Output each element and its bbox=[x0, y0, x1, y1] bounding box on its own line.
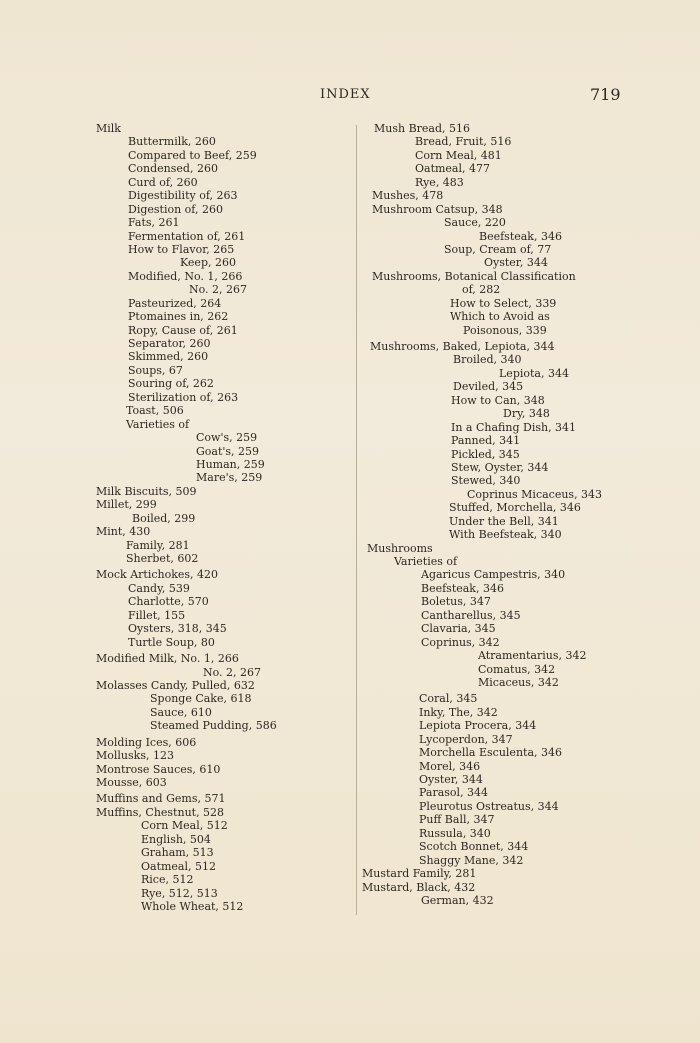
index-entry: Oyster, 344 bbox=[419, 773, 483, 786]
index-entry: Corn Meal, 481 bbox=[415, 148, 502, 162]
index-entry: Pleurotus Ostreatus, 344 bbox=[419, 799, 559, 813]
index-entry: Parasol, 344 bbox=[419, 786, 489, 800]
index-entry: Soup, Cream of, 77 bbox=[444, 242, 552, 256]
index-entry: Sauce, 220 bbox=[444, 216, 506, 230]
index-entry: Coral, 345 bbox=[419, 692, 478, 706]
index-entry: Condensed, 260 bbox=[128, 162, 218, 176]
index-entry: Pasteurized, 264 bbox=[128, 296, 222, 310]
index-entry: Comatus, 342 bbox=[478, 662, 556, 676]
index-entry: Lepiota Procera, 344 bbox=[419, 719, 537, 733]
index-entry: Fillet, 155 bbox=[128, 608, 186, 622]
index-entry: Ropy, Cause of, 261 bbox=[128, 323, 238, 337]
index-entry: Lycoperdon, 347 bbox=[419, 732, 513, 746]
index-entry: Soups, 67 bbox=[128, 363, 183, 377]
index-entry: Oysters, 318, 345 bbox=[128, 622, 227, 636]
index-entry: Toast, 506 bbox=[126, 404, 184, 418]
index-entry: Rice, 512 bbox=[141, 873, 194, 887]
index-entry: Cow's, 259 bbox=[196, 431, 258, 445]
index-entry: Curd of, 260 bbox=[128, 175, 198, 189]
index-entry: Morel, 346 bbox=[419, 759, 481, 773]
index-entry: Agaricus Campestris, 340 bbox=[421, 568, 566, 582]
index-entry: Pickled, 345 bbox=[451, 447, 520, 461]
index-entry: Deviled, 345 bbox=[453, 380, 524, 394]
index-entry: Sherbet, 602 bbox=[126, 552, 199, 565]
index-entry: Milk bbox=[96, 122, 121, 135]
index-entry: How to Flavor, 265 bbox=[128, 242, 235, 256]
index-entry: Digestion of, 260 bbox=[128, 202, 223, 216]
index-entry: No. 2, 267 bbox=[189, 283, 248, 297]
index-entry: Millet, 299 bbox=[96, 498, 157, 512]
index-entry: Sauce, 610 bbox=[150, 705, 212, 719]
index-entry: Mushroom Catsup, 348 bbox=[372, 202, 503, 216]
index-column-right bbox=[360, 122, 630, 907]
index-entry: Mushes, 478 bbox=[372, 189, 444, 203]
index-entry: Modified Milk, No. 1, 266 bbox=[96, 652, 239, 666]
index-entry: Goat's, 259 bbox=[196, 444, 260, 458]
index-entry: Whole Wheat, 512 bbox=[141, 899, 244, 913]
index-entry: Molasses Candy, Pulled, 632 bbox=[96, 678, 255, 692]
index-entry: Mustard, Black, 432 bbox=[362, 880, 476, 894]
column-divider bbox=[356, 125, 357, 915]
index-entry: Mock Artichokes, 420 bbox=[96, 568, 219, 582]
page-heading: INDEX bbox=[320, 87, 371, 102]
index-entry: Micaceus, 342 bbox=[478, 675, 559, 689]
index-entry: Sponge Cake, 618 bbox=[150, 692, 252, 706]
index-entry: Sterilization of, 263 bbox=[128, 390, 239, 404]
index-entry: Candy, 539 bbox=[128, 581, 190, 595]
index-entry: Mare's, 259 bbox=[196, 471, 263, 485]
index-entry: Dry, 348 bbox=[503, 407, 550, 421]
index-entry: Mushrooms, Botanical Classification bbox=[372, 269, 576, 283]
index-entry: Mushrooms bbox=[367, 541, 433, 555]
index-entry: German, 432 bbox=[421, 893, 494, 907]
index-entry: Milk Biscuits, 509 bbox=[96, 484, 197, 498]
index-entry: Souring of, 262 bbox=[128, 377, 214, 391]
index-entry: Beefsteak, 346 bbox=[421, 581, 504, 595]
index-entry: Coprinus, 342 bbox=[421, 635, 500, 649]
index-entry: Stew, Oyster, 344 bbox=[451, 460, 549, 474]
index-entry: Oyster, 344 bbox=[484, 256, 548, 270]
index-entry: Stewed, 340 bbox=[451, 474, 521, 488]
index-entry: Atramentarius, 342 bbox=[478, 649, 587, 663]
index-entry: Poisonous, 339 bbox=[463, 323, 547, 337]
index-entry: Morchella Esculenta, 346 bbox=[419, 746, 562, 760]
index-entry: How to Select, 339 bbox=[450, 296, 557, 310]
index-entry: of, 282 bbox=[462, 283, 501, 297]
index-entry: Cantharellus, 345 bbox=[421, 608, 521, 622]
index-entry: Rye, 483 bbox=[415, 175, 464, 189]
index-entry: English, 504 bbox=[141, 832, 211, 846]
index-entry: Ptomaines in, 262 bbox=[128, 310, 229, 324]
index-entry: Panned, 341 bbox=[451, 434, 521, 448]
index-entry: Compared to Beef, 259 bbox=[128, 148, 257, 162]
index-entry: Russula, 340 bbox=[419, 826, 491, 840]
index-entry: Scotch Bonnet, 344 bbox=[419, 840, 529, 854]
index-entry: Stuffed, Morchella, 346 bbox=[449, 501, 581, 515]
index-entry: Molding Ices, 606 bbox=[96, 735, 197, 749]
index-entry: Buttermilk, 260 bbox=[128, 135, 216, 149]
index-entry: Which to Avoid as bbox=[450, 310, 550, 324]
index-entry: Charlotte, 570 bbox=[128, 595, 209, 609]
index-entry: In a Chafing Dish, 341 bbox=[451, 420, 577, 434]
index-entry: Muffins and Gems, 571 bbox=[96, 792, 226, 806]
index-entry: Keep, 260 bbox=[180, 256, 236, 270]
index-entry: Bread, Fruit, 516 bbox=[415, 135, 512, 149]
index-entry: Turtle Soup, 80 bbox=[128, 635, 215, 649]
index-entry: No. 2, 267 bbox=[203, 665, 262, 679]
index-entry: Coprinus Micaceus, 343 bbox=[467, 487, 603, 501]
index-entry: Under the Bell, 341 bbox=[449, 514, 559, 528]
index-entry: Puff Ball, 347 bbox=[419, 813, 495, 827]
index-entry: Family, 281 bbox=[126, 538, 190, 552]
index-entry: Digestibility of, 263 bbox=[128, 189, 238, 203]
index-entry: Corn Meal, 512 bbox=[141, 819, 228, 833]
index-entry: Fermentation of, 261 bbox=[128, 229, 246, 243]
index-entry: Steamed Pudding, 586 bbox=[150, 719, 277, 733]
index-column-left bbox=[96, 122, 348, 913]
index-entry: Mousse, 603 bbox=[96, 776, 167, 789]
index-entry: Mustard Family, 281 bbox=[362, 867, 477, 881]
index-entry: Oatmeal, 477 bbox=[415, 162, 491, 176]
index-entry: Skimmed, 260 bbox=[128, 350, 209, 364]
index-entry: Mushrooms, Baked, Lepiota, 344 bbox=[370, 340, 555, 353]
index-entry: Varieties of bbox=[126, 417, 190, 431]
page-number: 719 bbox=[590, 85, 621, 104]
index-entry: Graham, 513 bbox=[141, 846, 214, 860]
index-entry: Separator, 260 bbox=[128, 337, 211, 350]
index-entry: With Beefsteak, 340 bbox=[449, 528, 562, 542]
index-entry: Lepiota, 344 bbox=[499, 366, 569, 380]
index-entry: Boiled, 299 bbox=[132, 511, 196, 525]
index-entry: Shaggy Mane, 342 bbox=[419, 853, 524, 867]
index-entry: How to Can, 348 bbox=[451, 393, 545, 407]
index-entry: Oatmeal, 512 bbox=[141, 859, 217, 873]
index-entry: Fats, 261 bbox=[128, 216, 180, 230]
index-entry: Human, 259 bbox=[196, 457, 265, 471]
index-entry: Rye, 512, 513 bbox=[141, 886, 218, 900]
index-entry: Mint, 430 bbox=[96, 525, 151, 539]
index-entry: Mollusks, 123 bbox=[96, 749, 174, 763]
index-entry: Montrose Sauces, 610 bbox=[96, 762, 221, 776]
index-entry: Clavaria, 345 bbox=[421, 622, 496, 636]
index-entry: Modified, No. 1, 266 bbox=[128, 269, 243, 283]
index-entry: Boletus, 347 bbox=[421, 595, 491, 609]
index-entry: Inky, The, 342 bbox=[419, 705, 498, 719]
index-entry: Varieties of bbox=[394, 555, 458, 568]
index-entry: Muffins, Chestnut, 528 bbox=[96, 805, 225, 819]
index-entry: Broiled, 340 bbox=[453, 353, 522, 367]
index-entry: Beefsteak, 346 bbox=[479, 229, 562, 243]
index-entry: Mush Bread, 516 bbox=[374, 122, 471, 135]
